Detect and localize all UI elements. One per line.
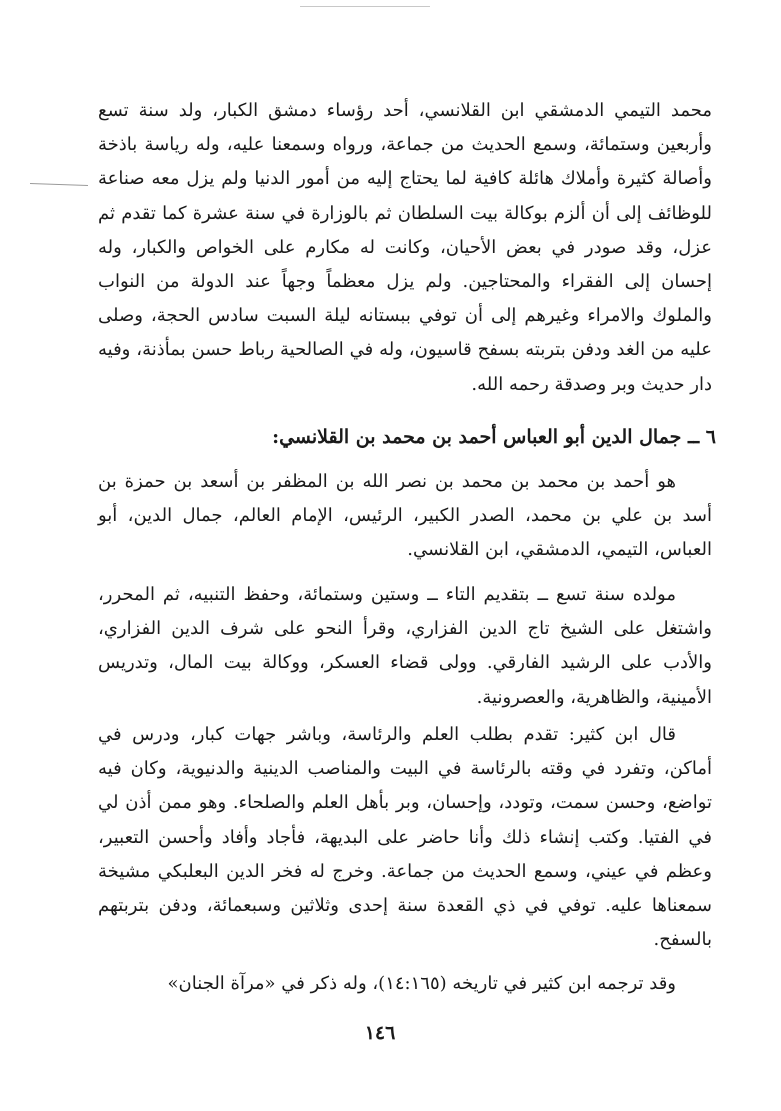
- page-number: ١٤٦: [364, 1022, 396, 1044]
- paragraph-text: قال ابن كثير: تقدم بطلب العلم والرئاسة، وباشر جهات كبار، ودرس في أماكن، وتفرد في وقته بالرئاسة في البيت والمناصب الدينية والدنيوية، وكان فيه تواضع، وحسن سمت، وتودد، وإحسان، وبر بأهل العلم والصلحاء. وهو ممن أذن لي في الفتيا. وكتب إنشاء ذلك وأنا حاضر على البديهة، فأجاد وأفاد وأحسن التعبير، وعظم في عيني، وسمع الحديث من جماعة. وخرج له فخر الدين البعلبكي مشيخة سمعناها عليه. توفي في ذي القعدة سنة إحدى وثلاثين وسبعمائة، ودفن بتربتهم بالسفح.: [98, 724, 712, 951]
- paragraph-birth-studies: [98, 578, 712, 715]
- paragraph-text: هو أحمد بن محمد بن محمد بن نصر الله بن المظفر بن أسعد بن حمزة بن أسد بن علي بن محمد، الصدر الكبير، الرئيس، الإمام العالم، جمال الدين، أبو العباس، التيمي، الدمشقي، ابن القلانسي.: [98, 471, 712, 561]
- paragraph-text: مولده سنة تسع ــ بتقديم التاء ــ وستين وستمائة، وحفظ التنبيه، ثم المحرر، واشتغل على الشيخ تاج الدين الفزاري، وقرأ النحو على شرف الدين الفزاري، والأدب على الرشيد الفارقي. وولى قضاء العسكر، ووكالة بيت المال، وتدريس الأمينية، والظاهرية، والعصرونية.: [98, 584, 712, 708]
- paragraph-ibn-kathir-quote: [98, 718, 712, 957]
- paragraph-text: محمد التيمي الدمشقي ابن القلانسي، أحد رؤساء دمشق الكبار، ولد سنة تسع وأربعين وستمائة، وسمع الحديث من جماعة، ورواه وسمعنا عليه، وله رياسة باذخة وأصالة كثيرة وأملاك هائلة كافية لما يحتاج إليه من أمور الدنيا ولم يزل معه صناعة للوظائف إلى أن ألزم بوكالة بيت السلطان ثم بالوزارة في سنة عشرة كما تقدم ثم عزل، وقد صودر في بعض الأحيان، وكانت له مكارم على الخواص والكبار، وله إحسان إلى الفقراء والمحتاجين. ولم يزل معظماً وجهاً عند الدولة من النواب والملوك والامراء وغيرهم إلى أن توفي ببستانه ليلة السبت سادس الحجة، وصلى عليه من الغد ودفن بتربته بسفح قاسيون، وله في الصالحية رباط حسن بمأذنة، وفيه دار حديث وبر وصدقة رحمه الله.: [98, 100, 712, 395]
- section-heading: ٦ ــ جمال الدين أبو العباس أحمد بن محمد بن القلانسي:: [272, 426, 716, 448]
- paragraph-lineage: [98, 465, 712, 568]
- scan-edge-line: [300, 6, 430, 7]
- paragraph-references: [98, 967, 712, 1001]
- paragraph-continued-biography: [98, 94, 712, 402]
- paragraph-text: وقد ترجمه ابن كثير في تاريخه (١٤:١٦٥)، وله ذكر في «مرآة الجنان»: [167, 973, 676, 994]
- margin-pen-mark: [30, 183, 88, 186]
